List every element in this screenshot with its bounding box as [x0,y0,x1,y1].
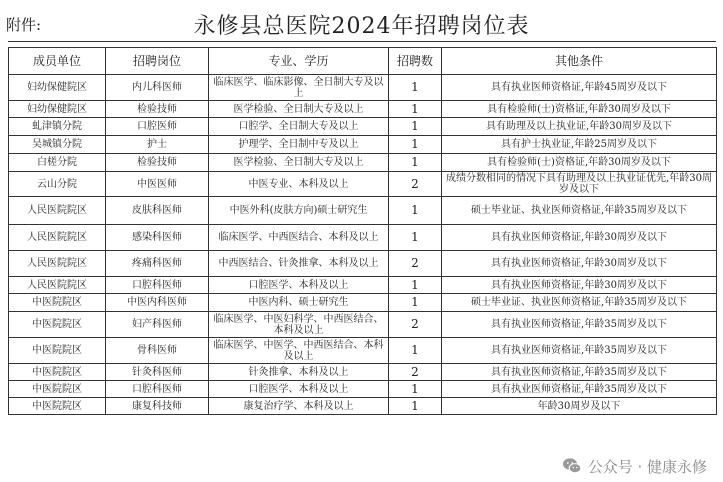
cell-major-education: 医学检验、全日制大专及以上 [209,154,389,172]
cell-count: 2 [389,172,442,197]
cell-unit: 人民医院院区 [9,277,106,294]
cell-other-conditions: 具有执业医师资格证,年龄30周岁及以下 [442,277,717,294]
table-row [9,75,717,101]
table-row [9,197,717,225]
cell-position: 感染科医师 [106,225,209,251]
cell-major-education: 中西医结合、针灸推拿、本科及以上 [209,251,389,277]
cell-position: 妇产科医师 [106,312,209,338]
cell-major-education: 中医外科(皮肤方向)硕士研究生 [209,197,389,225]
cell-unit: 中医院院区 [9,294,106,312]
cell-count: 1 [389,225,442,251]
cell-count: 2 [389,364,442,381]
column-header-unit: 成员单位 [9,48,106,75]
cell-unit: 虬津镇分院 [9,118,106,136]
cell-major-education: 口腔学、全日制大专及以上 [209,118,389,136]
cell-unit: 云山分院 [9,172,106,197]
annex-label: 附件: [6,16,42,34]
cell-position: 护士 [106,136,209,154]
cell-major-education: 临床医学、中西医结合、本科及以上 [209,225,389,251]
cell-unit: 中医院院区 [9,398,106,415]
cell-other-conditions: 具有执业医师资格证,年龄30周岁及以下 [442,251,717,277]
table-row [9,312,717,338]
column-header-other-conditions: 其他条件 [442,48,717,75]
table-row [9,277,717,294]
cell-other-conditions: 成绩分数相同的情况下具有助理及以上执业证优先,年龄30周岁及以下 [442,172,717,197]
cell-major-education: 康复治疗学、本科及以上 [209,398,389,415]
table-row [9,118,717,136]
table-row [9,364,717,381]
cell-other-conditions: 年龄30周岁及以下 [442,398,717,415]
cell-position: 口腔医师 [106,118,209,136]
cell-other-conditions: 具有检验师(士)资格证,年龄30周岁及以下 [442,154,717,172]
cell-other-conditions: 具有护士执业证,年龄25周岁及以下 [442,136,717,154]
cell-count: 1 [389,197,442,225]
cell-count: 2 [389,312,442,338]
table-row [9,172,717,197]
cell-count: 1 [389,294,442,312]
column-header-major-education: 专业、学历 [209,48,389,75]
table-body [9,75,717,415]
cell-position: 内儿科医师 [106,75,209,101]
cell-other-conditions: 具有执业医师资格证,年龄45周岁及以下 [442,75,717,101]
cell-unit: 吴城镇分院 [9,136,106,154]
column-header-position: 招聘岗位 [106,48,209,75]
cell-other-conditions: 具有执业医师资格证,年龄35周岁及以下 [442,381,717,398]
cell-count: 1 [389,398,442,415]
cell-other-conditions: 具有检验师(士)资格证,年龄30周岁及以下 [442,101,717,118]
cell-position: 康复科技师 [106,398,209,415]
cell-major-education: 医学检验、全日制大专及以上 [209,101,389,118]
cell-other-conditions: 硕士毕业证、执业医师资格证,年龄35周岁及以下 [442,294,717,312]
cell-count: 1 [389,381,442,398]
cell-position: 口腔科医师 [106,381,209,398]
cell-unit: 中医院院区 [9,364,106,381]
cell-count: 1 [389,154,442,172]
cell-position: 中医医师 [106,172,209,197]
cell-unit: 妇幼保健院区 [9,75,106,101]
table-header-row [9,48,717,75]
cell-unit: 中医院院区 [9,312,106,338]
cell-position: 检验技师 [106,154,209,172]
cell-count: 1 [389,136,442,154]
cell-position: 针灸科医师 [106,364,209,381]
table-row [9,136,717,154]
cell-major-education: 临床医学、中医妇科学、中西医结合、本科及以上 [209,312,389,338]
column-header-count: 招聘数 [389,48,442,75]
cell-count: 1 [389,75,442,101]
cell-major-education: 临床医学、临床影像、全日制大专及以上 [209,75,389,101]
cell-unit: 人民医院院区 [9,251,106,277]
cell-position: 疼痛科医师 [106,251,209,277]
cell-other-conditions: 具有执业医师资格证,年龄30周岁及以下 [442,225,717,251]
page-title: 永修县总医院2024年招聘岗位表 [193,14,530,39]
cell-major-education: 口腔医学、本科及以上 [209,277,389,294]
cell-count: 1 [389,101,442,118]
cell-unit: 中医院院区 [9,338,106,364]
cell-major-education: 中医内科、硕士研究生 [209,294,389,312]
cell-count: 2 [389,251,442,277]
cell-major-education: 临床医学、中医学、中西医结合、本科及以上 [209,338,389,364]
table-row [9,294,717,312]
table-row [9,154,717,172]
cell-position: 骨科医师 [106,338,209,364]
cell-unit: 人民医院院区 [9,225,106,251]
cell-major-education: 中医专业、本科及以上 [209,172,389,197]
table-row [9,338,717,364]
recruitment-table [8,47,717,415]
cell-unit: 白槎分院 [9,154,106,172]
table-row [9,381,717,398]
cell-unit: 中医院院区 [9,381,106,398]
wechat-watermark [558,453,711,479]
cell-count: 1 [389,338,442,364]
table-row [9,251,717,277]
cell-count: 1 [389,118,442,136]
watermark-text: 公众号 · 健康永修 [587,457,707,476]
table-row [9,101,717,118]
cell-position: 中医内科医师 [106,294,209,312]
title-underline [8,41,716,42]
cell-other-conditions: 具有执业医师资格证,年龄35周岁及以下 [442,338,717,364]
cell-position: 口腔科医师 [106,277,209,294]
cell-other-conditions: 硕士毕业证、执业医师资格证,年龄35周岁及以下 [442,197,717,225]
cell-count: 1 [389,277,442,294]
cell-major-education: 护理学、全日制中专及以上 [209,136,389,154]
cell-unit: 人民医院院区 [9,197,106,225]
cell-other-conditions: 具有执业医师资格证,年龄35周岁及以下 [442,312,717,338]
table-row [9,398,717,415]
cell-major-education: 口腔医学、本科及以上 [209,381,389,398]
table-row [9,225,717,251]
wechat-icon [562,456,582,476]
cell-other-conditions: 具有助理及以上执业证,年龄30周岁及以下 [442,118,717,136]
cell-other-conditions: 具有执业医师资格证,年龄35周岁及以下 [442,364,717,381]
cell-position: 皮肤科医师 [106,197,209,225]
cell-unit: 妇幼保健院区 [9,101,106,118]
cell-major-education: 针灸推拿、本科及以上 [209,364,389,381]
cell-position: 检验技师 [106,101,209,118]
